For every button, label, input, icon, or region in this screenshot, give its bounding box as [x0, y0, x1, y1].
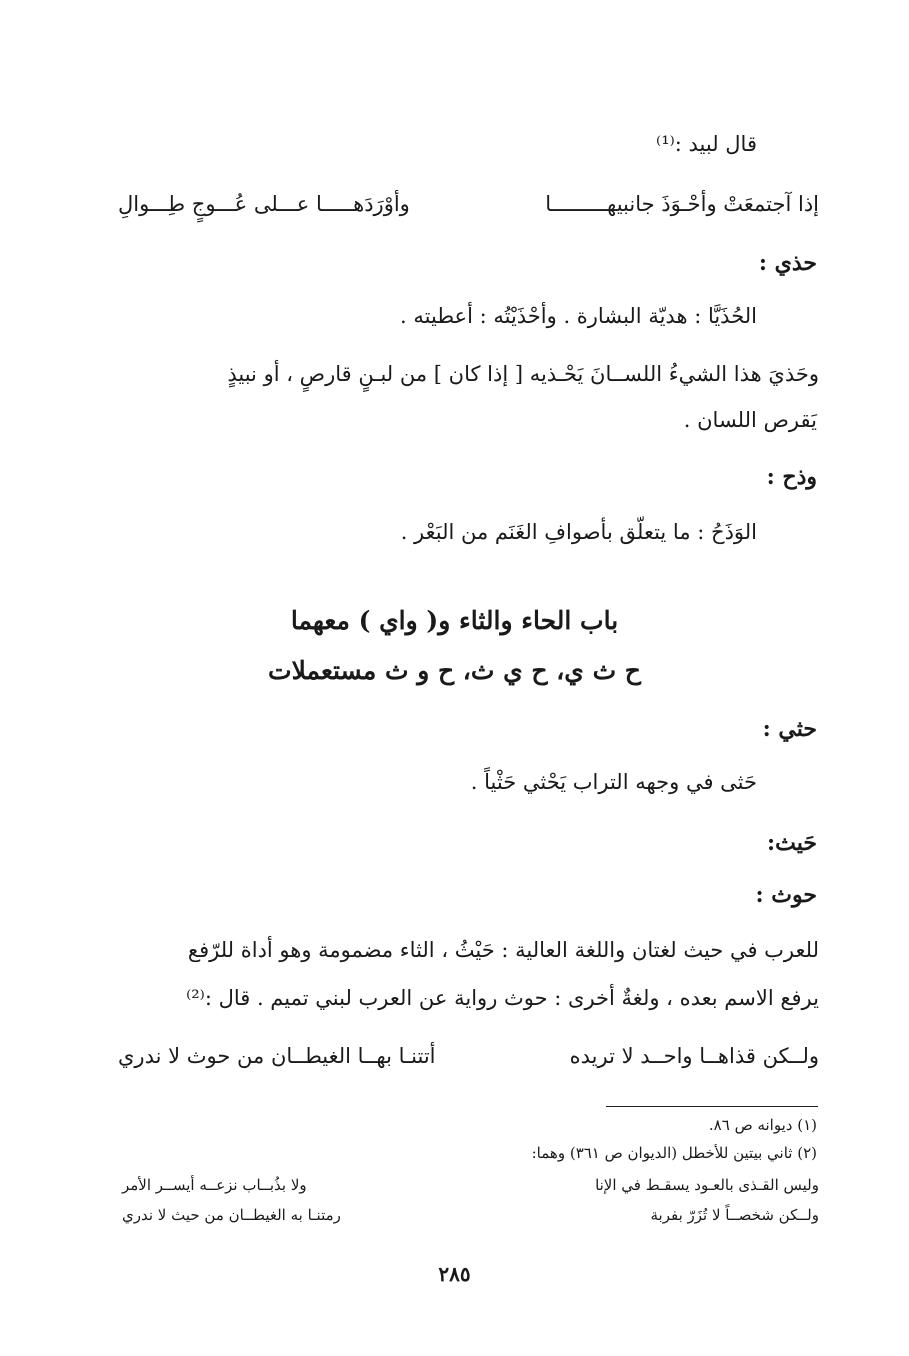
- verse-hemistich-right: ولــكن شخصــاً لا تُزَرّ بفربة: [650, 1206, 819, 1224]
- headword-hawthu: حوث :: [755, 882, 817, 908]
- headword-hathy: حثي :: [762, 716, 817, 742]
- verse-hemistich-left: وأوْرَدَهـــــا عـــلى عُـــوجٍ طِـــوالِ: [118, 192, 410, 216]
- chapter-title: باب الحاء والثاء و( واي ) معهما: [290, 606, 619, 635]
- verse-hemistich-right: ولــكن قذاهــا واحــد لا تريده: [569, 1044, 819, 1068]
- verse-hemistich-left: أتتنـا بهــا الغيطــان من حوث لا ندري: [118, 1044, 436, 1068]
- footnote-2: (٢) ثاني بيتين للأخطل (الديوان ص ٣٦١) وهما:: [531, 1144, 817, 1162]
- hadhy-definition-2: [122, 362, 819, 386]
- footnote-divider: [606, 1106, 818, 1107]
- hawth-paragraph-line-1: [122, 938, 819, 962]
- hawth-line-2-text: يرفع الاسم بعده ، ولغةٌ أخرى : حوث رواية عن العرب لبني تميم . قال :⁽²⁾: [186, 986, 819, 1010]
- wadhh-definition: الوَذَحُ : ما يتعلّق بأصوافِ الغَنَم من البَعْر .: [400, 520, 757, 544]
- verse-hemistich-right: إذا آجتمعَتْ وأحْـوَذَ جانبيهـــــــــا: [545, 192, 819, 216]
- labid-intro: قال لبيد :⁽¹⁾: [656, 132, 757, 156]
- footnote-1: (١) ديوانه ص ٨٦.: [708, 1116, 817, 1134]
- hawth-paragraph-line-2: [122, 986, 819, 1010]
- labid-verse: [118, 192, 819, 216]
- headword-haythu: حَيث:: [767, 830, 817, 856]
- chapter-subtitle: ح ث ي، ح ي ث، ح و ث مستعملات: [268, 656, 641, 685]
- hathy-definition: حَثى في وجهه التراب يَحْثي حَثْياً .: [470, 770, 757, 794]
- hawth-verse: [118, 1044, 819, 1068]
- hadhy-definition-1: الحُذَيَّا : هديّة البشارة . وأحْذَيْتُه : أعطيته .: [400, 304, 757, 328]
- hadhy-line-2-text: وحَذيَ هذا الشيءُ اللســانَ يَحْـذيه [ إذا كان ] من لبـنٍ قارصٍ ، أو نبيذٍ: [227, 362, 819, 386]
- hawth-line-1-text: للعرب في حيث لغتان واللغة العالية : حَيْثُ ، الثاء مضمومة وهو أداة للرّفع: [187, 938, 819, 962]
- footnote-2-verse-2: [122, 1206, 819, 1224]
- headword-hadhy: حذي :: [758, 250, 817, 276]
- hadhy-definition-3: يَقرص اللسان .: [683, 408, 817, 432]
- verse-hemistich-left: ولا بذُبــاب نزعــه أيســر الأمر: [122, 1176, 307, 1194]
- verse-hemistich-right: وليس القـذى بالعـود يسقـط في الإنا: [595, 1176, 819, 1194]
- headword-wadhh: وذح :: [766, 464, 817, 490]
- verse-hemistich-left: رمتنـا به الغيطــان من حيث لا ندري: [122, 1206, 341, 1224]
- footnote-2-verse-1: [122, 1176, 819, 1194]
- page-number: ٢٨٥: [438, 1262, 471, 1286]
